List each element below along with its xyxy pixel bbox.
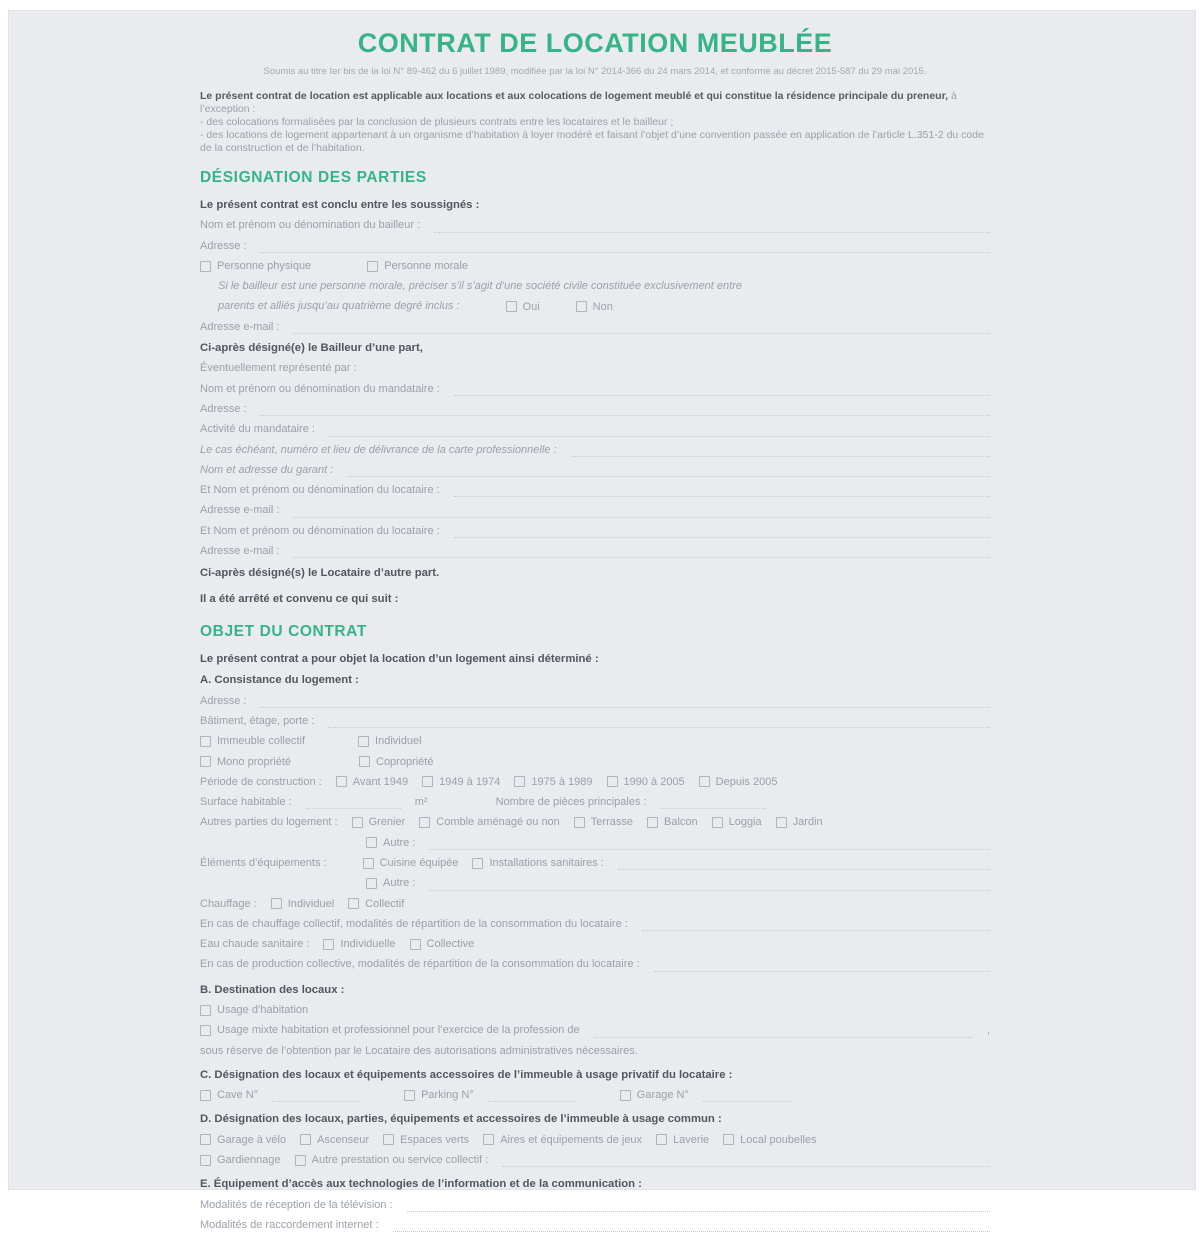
label: Adresse e-mail : — [200, 545, 280, 558]
checkbox-aires-et-equipements-de-jeux[interactable] — [483, 1130, 642, 1150]
checkbox-label: Autre : — [383, 836, 416, 849]
label: En cas de production collective, modalités de répartition de la consommation du locataire : — [200, 958, 640, 971]
spacer — [341, 872, 349, 873]
input-line[interactable] — [703, 1085, 791, 1102]
input-line[interactable] — [272, 1085, 360, 1102]
row-mandataire-activite — [200, 419, 990, 439]
checkbox-icon[interactable] — [472, 858, 483, 869]
label: sous réserve de l’obtention par le Locataire des autorisations administratives nécessaires. — [200, 1044, 638, 1057]
input-line[interactable] — [293, 501, 990, 518]
label: Adresse : — [200, 694, 247, 707]
checkbox-icon[interactable] — [366, 878, 377, 889]
row-bailleur-nom — [200, 215, 990, 235]
checkbox-cave-n[interactable] — [200, 1085, 258, 1105]
checkbox-label: Non — [592, 300, 613, 313]
input-line[interactable] — [407, 1195, 990, 1212]
checkbox-usage-d-habitation[interactable] — [200, 1000, 308, 1020]
label: parents et alliés jusqu’au quatrième degré inclus : — [218, 300, 460, 313]
checkbox-label: Loggia — [728, 816, 762, 829]
intro-bullet-1: - des colocations formalisées par la conclusion de plusieurs contrats entre les locataires et le bailleur ; — [200, 116, 674, 128]
row-autres-parties-autre — [366, 833, 990, 853]
checkbox-icon[interactable] — [200, 261, 211, 272]
label: Adresse e-mail : — [200, 504, 280, 517]
checkbox-icon[interactable] — [647, 817, 658, 828]
checkbox-1949-a-1974[interactable] — [422, 772, 500, 792]
checkbox-label: Parking N° — [421, 1089, 474, 1102]
checkbox-icon[interactable] — [699, 776, 710, 787]
label: Chauffage : — [200, 897, 257, 910]
row-locataire1-nom — [200, 480, 990, 500]
row-destination-heading — [200, 980, 990, 1000]
row-personne-type — [200, 256, 990, 276]
label: Éventuellement représenté par : — [200, 362, 357, 375]
label: Ci-après désigné(e) le Bailleur d’une part, — [200, 342, 423, 355]
input-line[interactable] — [329, 420, 990, 437]
checkbox-icon[interactable] — [576, 301, 587, 312]
checkbox-autre[interactable] — [366, 833, 415, 853]
checkbox-ascenseur[interactable] — [300, 1130, 369, 1150]
checkbox-label: Collectif — [365, 897, 405, 910]
checkbox-icon[interactable] — [410, 939, 421, 950]
row-mandataire-adresse — [200, 399, 990, 419]
row-locataire2-nom — [200, 521, 990, 541]
label: Eau chaude sanitaire : — [200, 938, 310, 951]
checkbox-label: Autre : — [383, 877, 416, 890]
intro-lead — [200, 90, 990, 116]
checkbox-label: Avant 1949 — [352, 775, 409, 788]
checkbox-espaces-verts[interactable] — [383, 1130, 469, 1150]
label: Le cas échéant, numéro et lieu de délivrance de la carte professionnelle : — [200, 443, 557, 456]
row-mandataire-nom — [200, 379, 990, 399]
row-internet — [200, 1215, 990, 1235]
label: Éléments d’équipements : — [200, 856, 327, 869]
checkbox-usage-mixte-habitation-et-professionnel-[interactable] — [200, 1020, 580, 1040]
input-line[interactable] — [260, 691, 990, 708]
spacer — [590, 1104, 606, 1105]
row-convenu — [200, 589, 990, 609]
label: Adresse e-mail : — [200, 320, 280, 333]
row-commun-heading — [200, 1109, 990, 1129]
label: Nom et adresse du garant : — [200, 463, 334, 476]
input-line[interactable] — [594, 1021, 973, 1038]
row-surface — [200, 792, 990, 812]
input-line[interactable] — [454, 379, 990, 396]
checkbox-icon[interactable] — [200, 1025, 211, 1036]
input-line[interactable] — [488, 1085, 576, 1102]
checkbox-label: Personne physique — [217, 260, 312, 273]
label: Adresse : — [200, 402, 247, 415]
label: C. Désignation des locaux et équipements accessoires de l’immeuble à usage privatif du locataire : — [200, 1068, 733, 1081]
checkbox-label: Collective — [426, 938, 475, 951]
checkbox-icon[interactable] — [404, 1090, 415, 1101]
input-line[interactable] — [328, 711, 990, 728]
document-subtitle: Soumis au titre Ier bis de la loi N° 89-462 du 6 juillet 1989, modifiée par la loi N° 2014-366 du 24 mars 2014, et conforme au décret 2015-587 du 29 mai 2015. — [263, 66, 927, 77]
label: Nom et prénom ou dénomination du mandataire : — [200, 382, 440, 395]
row-usage-mixte — [200, 1020, 990, 1040]
checkbox-personne-morale[interactable] — [367, 256, 468, 276]
checkbox-icon[interactable] — [574, 817, 585, 828]
label: A. Consistance du logement : — [200, 674, 359, 687]
checkbox-personne-physique[interactable] — [200, 256, 311, 276]
row-tic-heading — [200, 1174, 990, 1194]
checkbox-depuis-2005[interactable] — [699, 772, 778, 792]
checkbox-icon[interactable] — [419, 817, 430, 828]
row-equipements — [200, 853, 990, 873]
checkbox-label: Comble aménagé ou non — [436, 816, 560, 829]
input-line[interactable] — [293, 541, 990, 558]
checkbox-icon[interactable] — [383, 1134, 394, 1145]
checkbox-label: Personne morale — [384, 260, 468, 273]
input-line[interactable] — [454, 521, 990, 538]
checkbox-label: Individuel — [287, 897, 335, 910]
row-designe-locataire — [200, 563, 990, 583]
checkbox-individuel[interactable] — [271, 894, 334, 914]
checkbox-label: Autre prestation ou service collectif : — [311, 1154, 489, 1167]
checkbox-label: Jardin — [792, 816, 823, 829]
checkbox-icon[interactable] — [712, 817, 723, 828]
heading-designation-des-parties: DÉSIGNATION DES PARTIES — [200, 169, 427, 186]
checkbox-icon[interactable] — [300, 1134, 311, 1145]
row-commun-2 — [200, 1150, 990, 1170]
row-designe-bailleur — [200, 338, 990, 358]
label: En cas de chauffage collectif, modalités de répartition de la consommation du locataire : — [200, 917, 628, 930]
input-line[interactable] — [393, 1215, 990, 1232]
row-logement-adresse — [200, 691, 990, 711]
checkbox-icon[interactable] — [200, 736, 211, 747]
checkbox-icon[interactable] — [483, 1134, 494, 1145]
checkbox-installations-sanitaires[interactable] — [472, 853, 603, 873]
checkbox-label: 1975 à 1989 — [531, 775, 593, 788]
label: Nombre de pièces principales : — [495, 796, 647, 809]
checkbox-1990-a-2005[interactable] — [607, 772, 685, 792]
input-line[interactable] — [661, 792, 766, 809]
checkbox-icon[interactable] — [656, 1134, 667, 1145]
checkbox-label: Laverie — [673, 1133, 710, 1146]
row-autres-parties — [200, 812, 990, 832]
row-represente-par — [200, 358, 990, 378]
row-commun-1 — [200, 1130, 990, 1150]
checkbox-label: Garage N° — [636, 1089, 689, 1102]
row-production-collective — [200, 954, 990, 974]
row-chauffage-collectif — [200, 914, 990, 934]
label: Le présent contrat est conclu entre les soussignés : — [200, 199, 480, 211]
label: Et Nom et prénom ou dénomination du locataire : — [200, 484, 440, 497]
checkbox-icon[interactable] — [506, 301, 517, 312]
input-line[interactable] — [434, 216, 990, 233]
input-line[interactable] — [654, 955, 990, 972]
row-locataire1-email — [200, 500, 990, 520]
checkbox-parking-n[interactable] — [404, 1085, 474, 1105]
checkbox-non[interactable] — [576, 296, 613, 316]
label: Adresse : — [200, 239, 247, 252]
checkbox-label: Depuis 2005 — [715, 775, 778, 788]
row-conclu — [200, 195, 990, 215]
checkbox-label: Usage mixte habitation et professionnel pour l’exercice de la profession de — [217, 1024, 580, 1037]
label: m² — [414, 796, 428, 809]
spacer — [319, 750, 344, 751]
checkbox-icon[interactable] — [200, 1005, 211, 1016]
row-objet-lead — [200, 649, 990, 669]
intro-bullet-2: - des locations de logement appartenant à un organisme d’habitation à loyer modéré et faisant l’objet d’une convention passée en application de l’article L.351-2 du code de la construction et de l’habitation. — [200, 129, 984, 154]
row-cave-parking-garage — [200, 1085, 990, 1105]
checkbox-label: Local poubelles — [740, 1133, 817, 1146]
checkbox-label: Oui — [522, 300, 540, 313]
checkbox-label: Cuisine équipée — [379, 857, 459, 870]
checkbox-icon[interactable] — [422, 776, 433, 787]
checkbox-label: 1949 à 1974 — [439, 775, 501, 788]
checkbox-label: Gardiennage — [217, 1154, 281, 1167]
checkbox-local-poubelles[interactable] — [723, 1130, 816, 1150]
checkbox-autre[interactable] — [366, 873, 415, 893]
intro-lead-rest: à l’exception : — [200, 90, 957, 115]
checkbox-icon[interactable] — [367, 261, 378, 272]
input-line[interactable] — [306, 792, 401, 809]
row-note-personne-morale-1 — [218, 276, 990, 296]
checkbox-icon[interactable] — [359, 756, 370, 767]
checkbox-comble-amenage-ou-non[interactable] — [419, 812, 560, 832]
input-line[interactable] — [260, 236, 990, 253]
intro-lead-bold: Le présent contrat de location est applicable aux locations et aux colocations de logement meublé et qui constitue la résidence principale du preneur, — [200, 90, 949, 102]
checkbox-label: Cave N° — [217, 1089, 259, 1102]
checkbox-icon[interactable] — [607, 776, 618, 787]
label: Surface habitable : — [200, 796, 292, 809]
input-line[interactable] — [618, 853, 990, 870]
checkbox-icon[interactable] — [352, 817, 363, 828]
row-bailleur-email — [200, 317, 990, 337]
label: Période de construction : — [200, 775, 322, 788]
row-carte-professionnelle — [200, 440, 990, 460]
checkbox-icon[interactable] — [271, 898, 282, 909]
checkbox-cuisine-equipee[interactable] — [363, 853, 459, 873]
row-propriete-type — [200, 751, 990, 771]
checkbox-terrasse[interactable] — [574, 812, 633, 832]
input-line[interactable] — [293, 317, 990, 334]
spacer — [374, 1104, 390, 1105]
heading-objet-du-contrat: OBJET DU CONTRAT — [200, 622, 367, 640]
row-periode-construction — [200, 772, 990, 792]
row-chauffage — [200, 894, 990, 914]
row-privatif-heading — [200, 1065, 990, 1085]
label: Activité du mandataire : — [200, 423, 315, 436]
checkbox-icon[interactable] — [776, 817, 787, 828]
checkbox-label: Grenier — [368, 816, 406, 829]
checkbox-individuelle[interactable] — [323, 934, 395, 954]
contract-page — [8, 10, 1196, 1231]
input-line[interactable] — [502, 1150, 990, 1167]
checkbox-mono-propriete[interactable] — [200, 751, 291, 771]
checkbox-laverie[interactable] — [656, 1130, 709, 1150]
label: , — [986, 1024, 990, 1037]
label: E. Équipement d’accès aux technologies de l’information et de la communication : — [200, 1178, 642, 1191]
input-line[interactable] — [429, 833, 990, 850]
row-television — [200, 1195, 990, 1215]
checkbox-label: Terrasse — [590, 816, 633, 829]
contract-content — [200, 10, 990, 1235]
checkbox-label: Copropriété — [376, 755, 434, 768]
checkbox-immeuble-collectif[interactable] — [200, 731, 305, 751]
checkbox-garage-a-velo[interactable] — [200, 1130, 286, 1150]
label: Nom et prénom ou dénomination du bailleur : — [200, 219, 421, 232]
row-consistance-heading — [200, 670, 990, 690]
checkbox-collectif[interactable] — [348, 894, 404, 914]
checkbox-icon[interactable] — [200, 1090, 211, 1101]
checkbox-icon[interactable] — [200, 1155, 211, 1166]
checkbox-balcon[interactable] — [647, 812, 698, 832]
input-line[interactable] — [347, 460, 990, 477]
checkbox-icon[interactable] — [336, 776, 347, 787]
checkbox-label: 1990 à 2005 — [623, 775, 685, 788]
label: Il a été arrêté et convenu ce qui suit : — [200, 592, 399, 605]
label: Autres parties du logement : — [200, 816, 338, 829]
checkbox-label: Aires et équipements de jeux — [500, 1133, 643, 1146]
row-bailleur-adresse — [200, 236, 990, 256]
label: Si le bailleur est une personne morale, préciser s’il s’agit d’une société civile constituée exclusivement entre — [218, 280, 742, 293]
label: Le présent contrat a pour objet la location d’un logement ainsi déterminé : — [200, 652, 599, 665]
checkbox-icon[interactable] — [323, 939, 334, 950]
checkbox-icon[interactable] — [358, 736, 369, 747]
document-title: CONTRAT DE LOCATION MEUBLÉE — [357, 28, 833, 58]
label: Modalités de raccordement internet : — [200, 1218, 379, 1231]
checkbox-label: Usage d’habitation — [217, 1004, 309, 1017]
label: Et Nom et prénom ou dénomination du locataire : — [200, 524, 440, 537]
input-line[interactable] — [642, 914, 990, 931]
checkbox-label: Individuel — [375, 735, 422, 748]
checkbox-label: Individuelle — [340, 938, 396, 951]
checkbox-avant-1949[interactable] — [336, 772, 408, 792]
label: Ci-après désigné(s) le Locataire d’autre part. — [200, 567, 440, 580]
checkbox-label: Espaces verts — [400, 1133, 470, 1146]
checkbox-icon[interactable] — [723, 1134, 734, 1145]
row-sous-reserve — [200, 1041, 990, 1061]
intro-paragraph — [200, 90, 990, 155]
row-immeuble-type — [200, 731, 990, 751]
row-eau-chaude — [200, 934, 990, 954]
row-note-personne-morale-2 — [218, 296, 990, 316]
checkbox-autre-prestation-ou-service-collectif[interactable] — [295, 1150, 489, 1170]
checkbox-garage-n[interactable] — [620, 1085, 689, 1105]
checkbox-grenier[interactable] — [352, 812, 406, 832]
checkbox-icon[interactable] — [348, 898, 359, 909]
row-usage-habitation — [200, 1000, 990, 1020]
checkbox-label: Garage à vélo — [217, 1133, 287, 1146]
checkbox-label: Installations sanitaires : — [489, 857, 604, 870]
row-garant — [200, 460, 990, 480]
label: D. Désignation des locaux, parties, équipements et accessoires de l’immeuble à usage commun : — [200, 1113, 722, 1126]
input-line[interactable] — [454, 480, 990, 497]
checkbox-1975-a-1989[interactable] — [514, 772, 592, 792]
checkbox-gardiennage[interactable] — [200, 1150, 281, 1170]
checkbox-icon[interactable] — [295, 1155, 306, 1166]
row-equipements-autre — [366, 873, 990, 893]
checkbox-icon[interactable] — [514, 776, 525, 787]
checkbox-label: Balcon — [663, 816, 698, 829]
checkbox-icon[interactable] — [200, 756, 211, 767]
checkbox-icon[interactable] — [620, 1090, 631, 1101]
row-batiment — [200, 711, 990, 731]
checkbox-jardin[interactable] — [776, 812, 823, 832]
input-line[interactable] — [571, 440, 991, 457]
checkbox-label: Mono propriété — [217, 755, 291, 768]
form-body — [200, 169, 990, 1235]
checkbox-collective[interactable] — [410, 934, 475, 954]
label: Bâtiment, étage, porte : — [200, 714, 315, 727]
checkbox-icon[interactable] — [366, 837, 377, 848]
row-locataire2-email — [200, 541, 990, 561]
checkbox-oui[interactable] — [506, 296, 540, 316]
input-line[interactable] — [260, 399, 990, 416]
label: B. Destination des locaux : — [200, 983, 345, 996]
checkbox-icon[interactable] — [200, 1134, 211, 1145]
checkbox-copropriete[interactable] — [359, 751, 433, 771]
checkbox-label: Ascenseur — [317, 1133, 370, 1146]
checkbox-label: Immeuble collectif — [217, 735, 306, 748]
checkbox-individuel[interactable] — [358, 731, 421, 751]
checkbox-icon[interactable] — [363, 858, 374, 869]
checkbox-loggia[interactable] — [712, 812, 762, 832]
input-line[interactable] — [429, 874, 990, 891]
label: Modalités de réception de la télévision : — [200, 1198, 393, 1211]
